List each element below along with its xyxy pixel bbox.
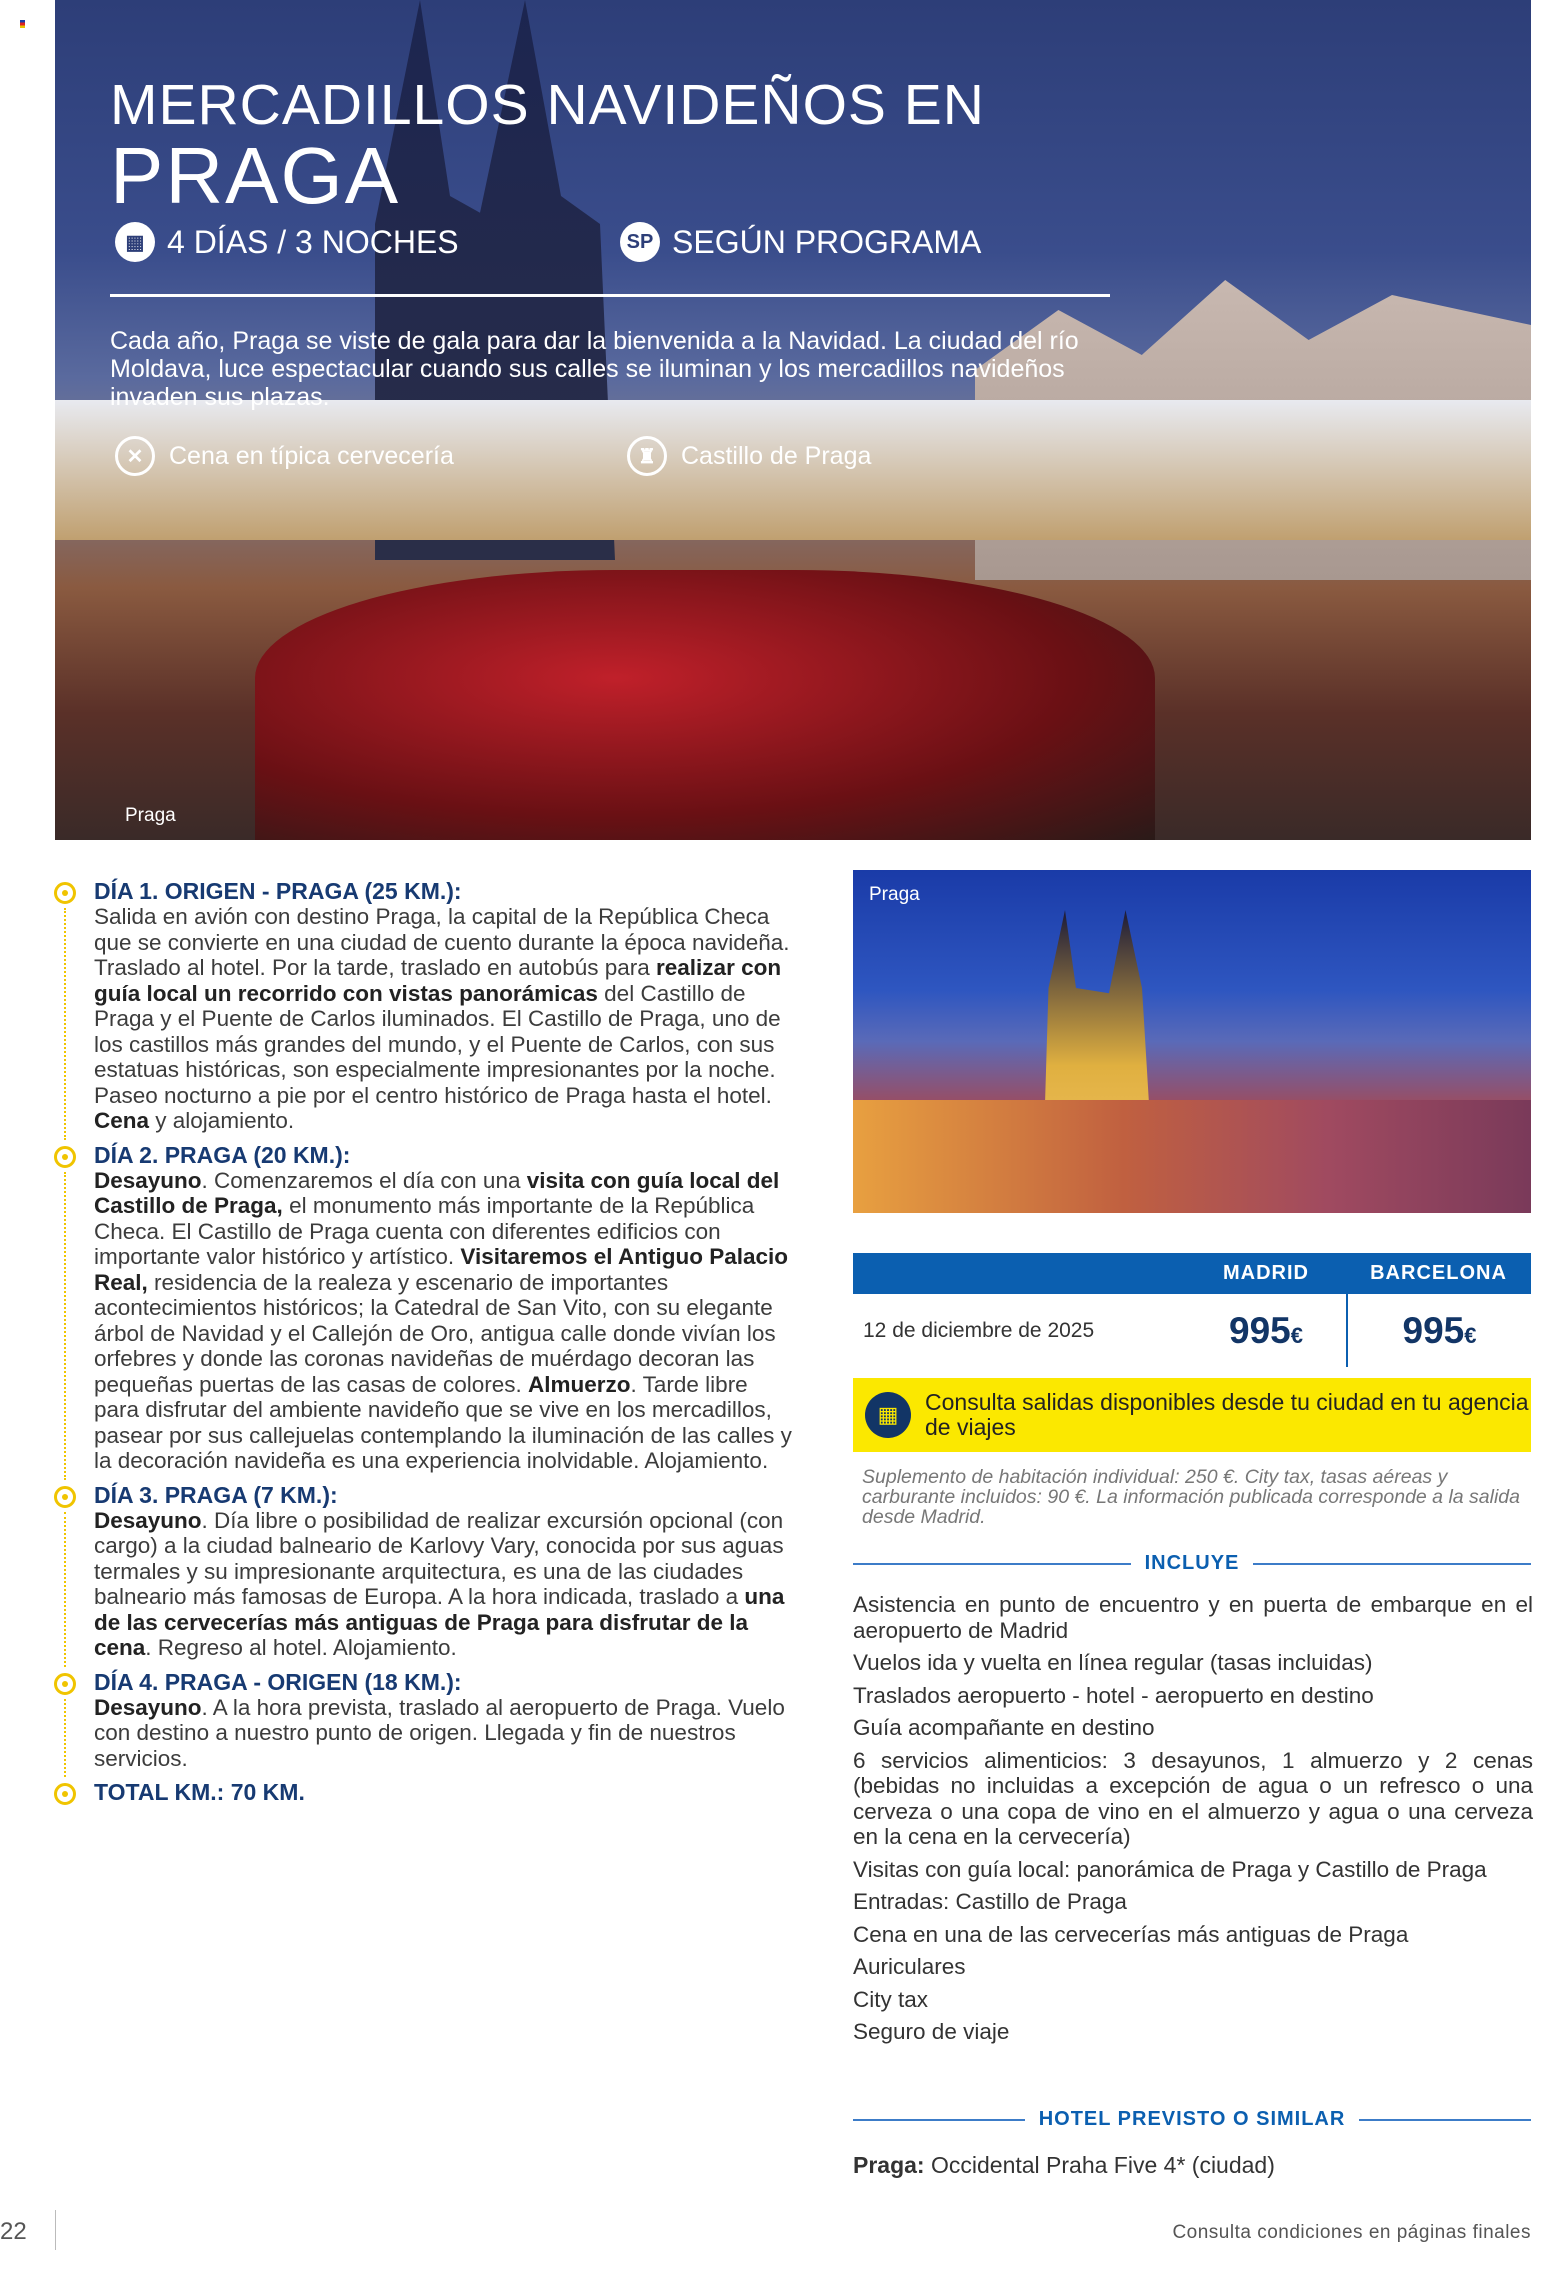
bold-text: realizar con guía local un recorrido con vistas panorámicas	[94, 955, 782, 1006]
text: el monumento más importante de la República Checa. El Castillo de Praga cuenta con diferentes edificios con importante valor histórico y artístico.	[94, 1193, 755, 1269]
departures-notice	[853, 1378, 1531, 1452]
price-row	[853, 1294, 1531, 1367]
feature-castle	[627, 436, 871, 476]
day-marker-icon	[54, 1783, 76, 1805]
calendar-icon: ▦	[865, 1392, 911, 1438]
title-line-2: PRAGA	[110, 131, 401, 220]
prague-night-photo	[853, 870, 1531, 1213]
print-marks	[20, 20, 25, 28]
day-title: DÍA 1. ORIGEN - PRAGA (25 KM.):	[94, 878, 462, 904]
day-title: TOTAL KM.: 70 KM.	[94, 1779, 305, 1805]
duration-text: 4 DÍAS / 3 NOCHES	[167, 223, 459, 260]
day-title: DÍA 2. PRAGA (20 KM.):	[94, 1141, 351, 1168]
text: Salida en avión con destino Praga, la capital de la República Checa que se convierte en una ciudad de cuento durante la época navideña. Traslado al hotel. Por la tarde, traslado en autobús para	[94, 904, 790, 980]
feature-label: Castillo de Praga	[681, 441, 872, 470]
includes-item: Auriculares	[853, 1954, 966, 1979]
includes-item: Entradas: Castillo de Praga	[853, 1889, 1127, 1914]
notice-text: Consulta salidas disponibles desde tu ciudad en tu agencia de viajes	[925, 1389, 1529, 1440]
includes-item: Traslados aeropuerto - hotel - aeropuerto en destino	[853, 1682, 1374, 1708]
hotel-name: Occidental Praha Five 4* (ciudad)	[930, 2152, 1275, 2178]
price-header	[853, 1253, 1531, 1294]
includes-item: City tax	[853, 1986, 929, 2012]
itinerary-day	[52, 1779, 792, 1805]
text: . Día libre o posibilidad de realizar excursión opcional (con cargo) a la ciudad balneario de Karlovy Vary, conocida por sus aguas termales y su impresionante arquitectura, es una de las ciudades balneario más famosas de Europa. A la hora indicada, traslado a	[94, 1507, 784, 1609]
day-description	[94, 1508, 792, 1661]
includes-item: Seguro de viaje	[853, 2019, 1010, 2044]
itinerary-day	[52, 1482, 792, 1661]
day-title: DÍA 4. PRAGA - ORIGEN (18 KM.):	[94, 1668, 462, 1695]
price-value: 995	[1402, 1309, 1465, 1351]
bold-text: Desayuno	[94, 1507, 202, 1533]
includes-heading	[853, 1552, 1531, 1575]
city-lights	[853, 1100, 1531, 1213]
price-value: 995	[1229, 1309, 1291, 1351]
column-barcelona: BARCELONA	[1370, 1262, 1507, 1284]
text: . Comenzaremos el día con una	[201, 1167, 527, 1193]
price-madrid	[1186, 1310, 1346, 1352]
column-madrid: MADRID	[1223, 1262, 1309, 1284]
duration	[115, 222, 459, 262]
meals-text: SEGÚN PROGRAMA	[672, 223, 982, 260]
title-line-1: MERCADILLOS NAVIDEÑOS EN	[110, 73, 985, 137]
bold-text: visita con guía local del Castillo de Praga,	[94, 1167, 780, 1218]
carriage	[255, 570, 1155, 840]
text: y alojamiento.	[149, 1108, 295, 1133]
text: . Regreso al hotel. Alojamiento.	[145, 1635, 457, 1660]
includes-item: Vuelos ida y vuelta en línea regular (tasas incluidas)	[853, 1650, 1373, 1675]
divider	[55, 2210, 56, 2250]
day-description	[94, 904, 792, 1134]
hotel-city: Praga:	[853, 2152, 925, 2178]
bold-text: Desayuno	[94, 1167, 202, 1193]
text: residencia de la realeza y escenario de importantes acontecimientos históricos; la Catedral de San Vito, con su elegante árbol de Navidad y el Callejón de Oro, antigua calle donde vivían los orfebres y donde las coronas navideñas de muérdago decoran las pequeñas puertas de las casas de colores.	[94, 1269, 776, 1397]
currency: €	[1464, 1322, 1477, 1348]
feature-dinner	[115, 436, 454, 476]
day-marker-icon	[54, 882, 76, 904]
currency: €	[1290, 1322, 1303, 1348]
hero-description: Cada año, Praga se viste de gala para dar la bienvenida a la Navidad. La ciudad del río Moldava, luce espectacular cuando sus calles se iluminan y los mercadillos navideños invaden sus plazas.	[110, 327, 1079, 411]
meals	[620, 222, 981, 262]
divider	[110, 294, 1110, 297]
supplement-note: Suplemento de habitación individual: 250 €. City tax, tasas aéreas y carburante incluidos: 90 €. La información publicada corresponde a la salida desde Madrid.	[862, 1466, 1520, 1528]
hotel-line	[853, 2152, 1275, 2179]
day-marker-icon	[54, 1486, 76, 1508]
bold-text: una de las cervecerías más antiguas de Praga para disfrutar de la cena	[94, 1584, 785, 1660]
includes-item: Cena en una de las cervecerías más antiguas de Praga	[853, 1921, 1409, 1947]
includes-title: INCLUYE	[1144, 1552, 1240, 1574]
photo-caption: Praga	[869, 884, 920, 905]
hotel-title: HOTEL PREVISTO O SIMILAR	[1038, 2108, 1346, 2130]
hotel-heading	[853, 2108, 1531, 2131]
itinerary	[52, 878, 792, 1813]
timeline-line	[64, 1172, 66, 1480]
bold-text: Cena	[94, 1108, 150, 1133]
timeline-line	[64, 1699, 66, 1778]
text: del Castillo de Praga y el Puente de Carlos iluminados. El Castillo de Praga, uno de los castillos más grandes del mundo, y el Puente de Carlos, con sus estatuas históricas, son especialmente impresionantes por la noche. Paseo nocturno a pie por el centro histórico de Praga hasta el hotel.	[94, 980, 781, 1108]
includes-item: Guía acompañante en destino	[853, 1715, 1155, 1740]
timeline-line	[64, 1512, 66, 1667]
sp-badge-icon: SP	[620, 222, 660, 262]
bold-text: Visitaremos el Antiguo Palacio Real,	[94, 1244, 788, 1295]
calendar-icon: ▦	[115, 222, 155, 262]
day-marker-icon	[54, 1673, 76, 1695]
feature-label: Cena en típica cervecería	[169, 441, 454, 470]
day-description	[94, 1695, 792, 1772]
price-barcelona	[1348, 1310, 1531, 1352]
day-title: DÍA 3. PRAGA (7 KM.):	[94, 1481, 338, 1508]
bold-text: Desayuno	[94, 1694, 202, 1720]
footer-note: Consulta condiciones en páginas finales	[1172, 2222, 1531, 2243]
includes-list	[853, 1592, 1533, 2052]
itinerary-day	[52, 878, 792, 1134]
castle-icon: ♜	[627, 436, 667, 476]
price-table	[853, 1253, 1531, 1367]
includes-item: Visitas con guía local: panorámica de Praga y Castillo de Praga	[853, 1856, 1487, 1882]
text: . Tarde libre para disfrutar del ambiente navideño que se vive en los mercadillos, pasear por sus callejuelas contemplando la iluminación de las calles y la decoración navideña es una experiencia inolvidable. Alojamiento.	[94, 1371, 792, 1473]
bold-text: Almuerzo	[528, 1371, 631, 1397]
day-marker-icon	[54, 1146, 76, 1168]
itinerary-day	[52, 1142, 792, 1474]
includes-item: Asistencia en punto de encuentro y en puerta de embarque en el aeropuerto de Madrid	[853, 1592, 1533, 1643]
itinerary-day	[52, 1669, 792, 1772]
photo-caption: Praga	[125, 805, 176, 826]
includes-item: 6 servicios alimenticios: 3 desayunos, 1 almuerzo y 2 cenas (bebidas no incluidas a excepción de agua o un refresco o una cerveza o una copa de vino en el almuerzo y agua o una cerveza en la cena en la cervecería)	[853, 1747, 1533, 1849]
timeline-line	[64, 908, 66, 1140]
day-description	[94, 1168, 792, 1474]
text: . A la hora prevista, traslado al aeropuerto de Praga. Vuelo con destino a nuestro punto de origen. Llegada y fin de nuestros servicios.	[94, 1694, 785, 1771]
departure-date: 12 de diciembre de 2025	[863, 1318, 1095, 1342]
page-number: 22	[0, 2218, 27, 2245]
cutlery-icon: ✕	[115, 436, 155, 476]
